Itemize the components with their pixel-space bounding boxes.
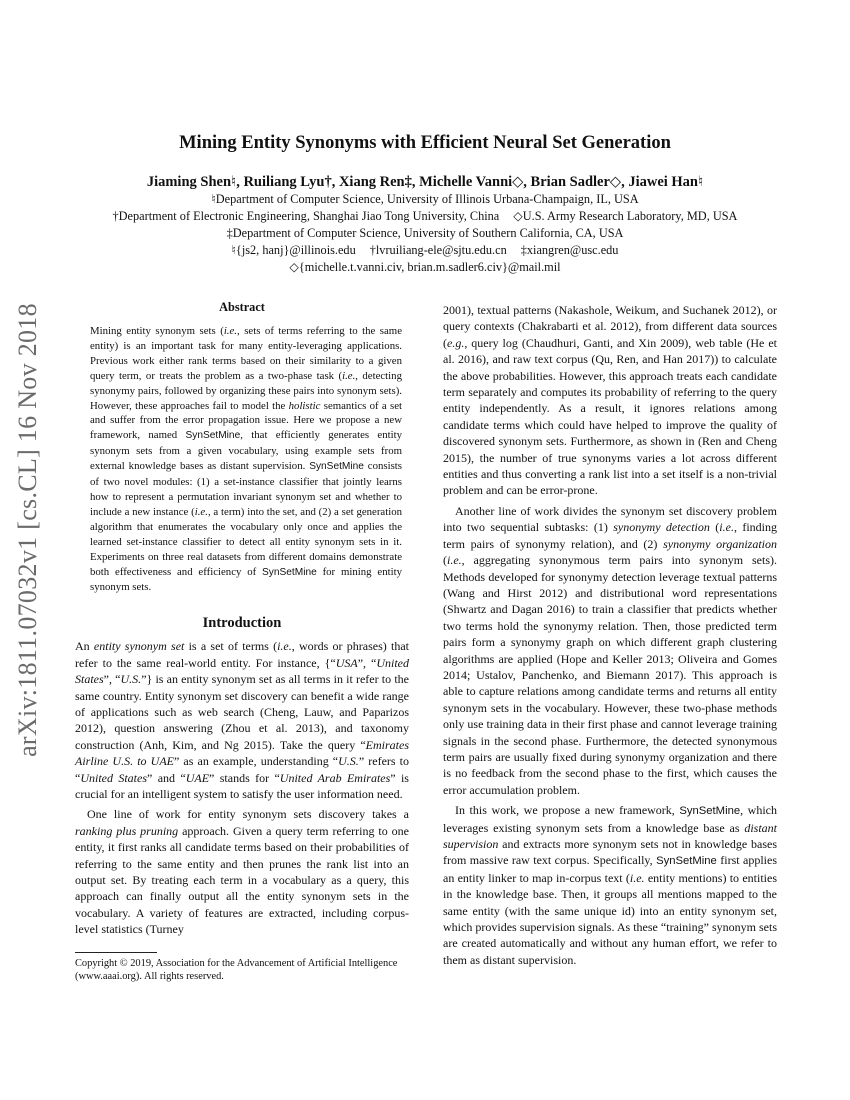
abstract-paragraph: Mining entity synonym sets (i.e., sets of terms referring to the same entity) is an important task for many entity-leveraging applications. Previous work either rank terms based on their similarity to a given query term, or treats the problem as a two-phase task (i.e., detecting synonymy pairs, followed by organizing these pairs into synonym sets). However, these approaches fail to model the holistic semantics of a set and suffer from the error propagation issue. Here we propose a new framework, named SynSetMine, that efficiently generates entity synonym sets from a given vocabulary, using example sets from external knowledge bases as distant supervision. SynSetMine consists of two novel modules: (1) a set-instance classifier that jointly learns how to represent a permutation invariant synonym set and whether to include a new instance (i.e., a term) into the set, and (2) a set generation algorithm that enumerates the vocabulary only once and applies the learned set-instance classifier to detect all entity synonym sets in it. Experiments on three real datasets from different domains demonstrate both effectiveness and efficiency of SynSetMine for mining entity synonym sets. [90, 325, 403, 594]
copyright-footnote: Copyright © 2019, Association for the Advancement of Artificial Intelligence (www.aaai.org). All rights reserved. [75, 957, 398, 983]
author-list: Jiaming Shen♮, Ruiliang Lyu†, Xiang Ren‡, Michelle Vanni◇, Brian Sadler◇, Jiawei Han♮ [146, 174, 704, 190]
affiliation-arl: ◇U.S. Army Research Laboratory, MD, USA [513, 209, 738, 223]
intro-paragraph-4: In this work, we propose a new framework, SynSetMine, which leverages existing synonym sets from a knowledge base as distant supervision and extracts more synonym sets not in knowledge bases from massive raw text corpus. Specifically, SynSetMine first applies an entity linker to map in-corpus text (i.e. entity mentions) to entities in the knowledge base. Then, it groups all mentions mapped to the same entity (with the same unique id) into an entity synonym set, which provides supervision signals. As these “training” synonym sets are created automatically and without any human effort, we refer to them as distant supervision. [443, 803, 777, 967]
footnote-rule [75, 952, 157, 953]
paper-title: Mining Entity Synonyms with Efficient Neural Set Generation [179, 133, 671, 153]
left-column [75, 300, 409, 984]
intro-paragraph-2: One line of work for entity synonym sets discovery takes a ranking plus pruning approach. Given a query term referring to one entity, it first ranks all candidate terms based on their probabilities of referring to the same entity and then prunes the rank list into an output set. By treating each term in a vocabulary as a query, this approach can finally output all the entity synonym sets in the vocabulary. A variety of features are extracted, including corpus-level statistics (Turney [75, 807, 409, 937]
right-column [443, 302, 777, 968]
affiliations [0, 191, 850, 276]
introduction-left [75, 638, 409, 937]
intro-paragraph-1: An entity synonym set is a set of terms (i.e., words or phrases) that refer to the same real-world entity. For instance, {“USA”, “United States”, “U.S.”} is an entity synonym set as all terms in it refer to the same country. Entity synonym set discovery can benefit a wide range of applications such as web search (Cheng, Lauw, and Paparizos 2012), question answering (Zhou et al. 2013), and taxonomy construction (Anh, Kim, and Ng 2015). Take the query “Emirates Airline U.S. to UAE” as an example, understanding “U.S.” refers to “United States” and “UAE” stands for “United Arab Emirates” is crucial for an intelligent system to satisfy the user information need. [75, 639, 410, 801]
arxiv-stamp [8, 290, 48, 770]
intro-paragraph-2-continued: 2001), textual patterns (Nakashole, Weikum, and Suchanek 2012), or query contexts (Chakrabarti et al. 2012), from different data sources (e.g., query log (Chaudhuri, Ganti, and Xin 2009), web table (He et al. 2016), and raw text corpus (Qu, Ren, and Han 2017)) to calculate the above probabilities. However, this approach treats each candidate term separately and computes its probability of referring to the query entity independently. As a result, it ignores relations among candidate terms which could have helped to improve the quality of discovered synonym sets. Furthermore, as shown in (Ren and Cheng 2015), the number of true synonyms varies a lot across different entities and thus converting a rank list into a set itself is a non-trivial problem and can be error-prone. [443, 303, 777, 498]
affiliation-row-2 [0, 208, 850, 225]
affiliation-uiuc: ♮Department of Computer Science, University of Illinois Urbana-Champaign, IL, USA [211, 192, 639, 206]
intro-paragraph-3: Another line of work divides the synonym set discovery problem into two sequential subtasks: (1) synonymy detection (i.e., finding term pairs of synonymy relation), and (2) synonymy organization (i.e., aggregating synonymous term pairs into synonym sets). Methods developed for synonymy detection leverage textual patterns (Wang and Hirst 2012) and distributional word representations (Shwartz and Dagan 2016) to train a classifier that predicts whether two terms hold the synonymy relation. Then, those predicted term pairs form a synonymy graph on which different graph clustering algorithms are applied (Hope and Keller 2013; Oliveira and Gomes 2014; Ustalov, Panchenko, and Biemann 2017). This approach is able to capture relations among candidate terms and returns all entity synonym sets in the vocabulary. However, these two-phase methods only use training data in their first phase and cannot leverage training signals in the second phase. Furthermore, the detected synonymous term pairs are usually fixed during synonymy organization and there is no feedback from the second phase to the first, which causes the error accumulation problem. [443, 503, 777, 797]
affiliation-sjtu: †Department of Electronic Engineering, Shanghai Jiao Tong University, China [112, 209, 500, 223]
email-usc: ‡xiangren@usc.edu [520, 243, 619, 257]
email-illinois: ♮{js2, hanj}@illinois.edu [231, 243, 356, 257]
email-sjtu: †lvruiliang-ele@sjtu.edu.cn [369, 243, 507, 257]
abstract-heading: Abstract [219, 300, 265, 314]
introduction-heading: Introduction [202, 615, 282, 632]
affiliation-usc: ‡Department of Computer Science, University of Southern California, CA, USA [226, 226, 624, 240]
email-arl: ◇{michelle.t.vanni.civ, brian.m.sadler6.civ}@mail.mil [289, 260, 561, 274]
arxiv-stamp-text: arXiv:1811.07032v1 [cs.CL] 16 Nov 2018 [13, 303, 42, 757]
email-row [0, 242, 850, 259]
abstract-body [90, 324, 402, 595]
